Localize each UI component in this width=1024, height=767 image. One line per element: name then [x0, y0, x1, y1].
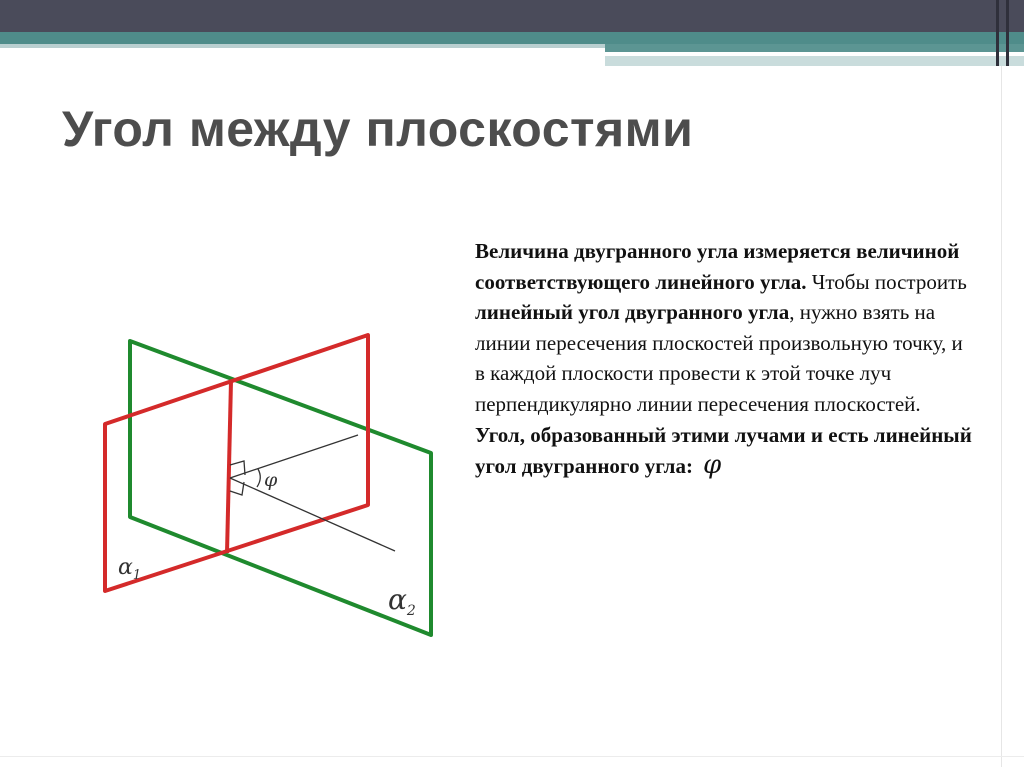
- ray-upper: [230, 435, 358, 478]
- definition-text: [475, 236, 975, 482]
- header-bar-light-right: [605, 56, 1024, 66]
- header-bar-dark: [0, 0, 1024, 32]
- header-bar-light: [0, 44, 605, 48]
- header-divider-1: [996, 0, 999, 66]
- plane-label-alpha1: $\alpha_1$: [118, 555, 142, 583]
- slide-title: Угол между плоскостями: [62, 101, 694, 157]
- text-part-2: Чтобы построить: [811, 269, 967, 294]
- phi-symbol: φ: [702, 450, 722, 481]
- right-angle-mark-upper: [230, 461, 245, 475]
- slide-edge-bottom: [0, 756, 1024, 757]
- text-bold-term: линейный угол двугранного угла: [475, 300, 790, 325]
- text-bold-conclusion: Угол, образованный этими лучами и есть линейный угол двугранного угла:: [475, 422, 972, 479]
- green-plane: [130, 341, 431, 635]
- intersection-line: [227, 381, 231, 553]
- header-bar-teal-right: [605, 44, 1024, 52]
- slide-edge-right: [1001, 66, 1002, 767]
- angle-arc: [257, 469, 260, 487]
- plane-label-alpha2: $\alpha_2$: [388, 583, 416, 619]
- angle-label: φ: [264, 469, 278, 491]
- dihedral-angle-diagram: [90, 325, 450, 645]
- header-divider-2: [1006, 0, 1009, 66]
- text-part-4: , нужно взять на линии пересечения плоскостей произвольную точку, и в каждой плоскости провести к этой точке луч перпендикулярно линии пересечения плоскостей.: [475, 300, 963, 416]
- text-bold-intro: Величина двугранного угла измеряется величиной соответствующего линейного угла.: [475, 239, 960, 294]
- header-bar-teal: [0, 32, 1024, 44]
